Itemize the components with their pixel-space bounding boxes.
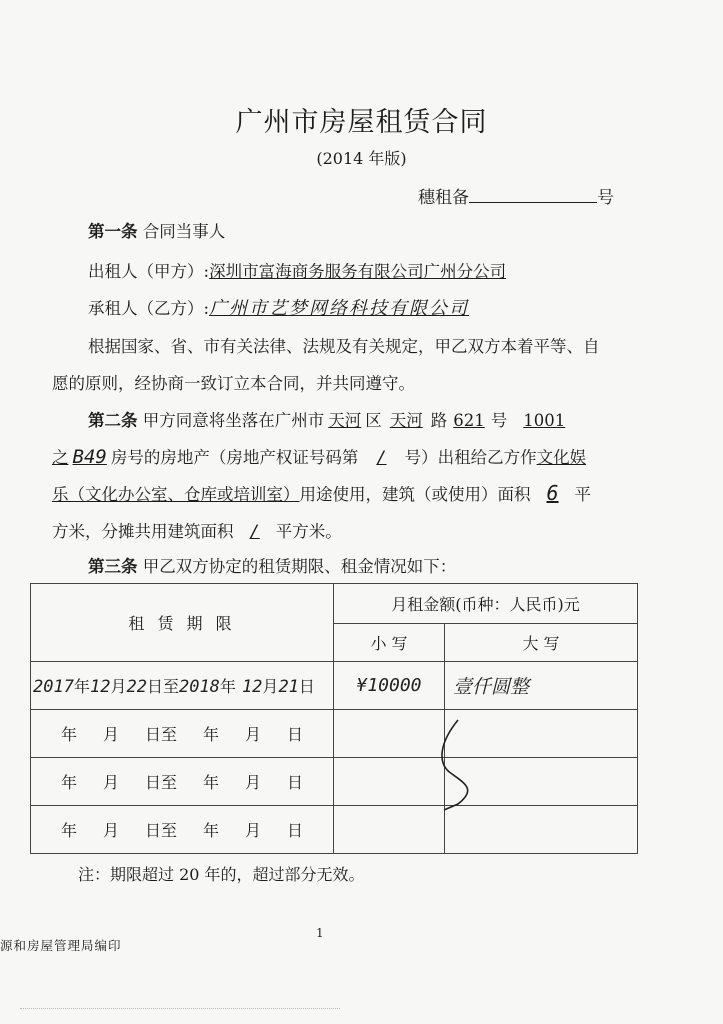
- page-number: 1: [316, 926, 324, 940]
- preamble-line-1: 根据国家、省、市有关法律、法规及有关规定，甲乙双方本着平等、自: [88, 337, 600, 356]
- use-value-part-2: 乐（文化办公室、仓库或培训室）: [52, 485, 300, 504]
- scan-artifact-line: [20, 1008, 340, 1013]
- document-title: 广州市房屋租赁合同: [235, 107, 488, 138]
- filing-prefix: 穗租备: [418, 188, 469, 208]
- article-3-heading: 第三条: [88, 557, 138, 576]
- table-row: [31, 806, 638, 854]
- article-2-text-g: 号）出租给乙方作: [404, 448, 537, 467]
- small-amount-cell: ¥10000: [334, 662, 445, 710]
- filing-number-blank: [469, 187, 597, 203]
- end-month: 12: [241, 677, 263, 697]
- table-row: [31, 710, 638, 758]
- lease-terms-table: [30, 583, 638, 854]
- article-2-line-1: [88, 407, 569, 431]
- article-3-text: 甲乙双方协定的租赁期限、租金情况如下：: [142, 557, 457, 576]
- article-1-text: 合同当事人: [142, 222, 226, 241]
- period-cell: 年 月 日至 年 月 日: [31, 710, 334, 758]
- article-2-text-f: 房号的房地产（房地产权证号码第: [110, 448, 359, 467]
- lessee-label: 承租人（乙方）:: [88, 299, 210, 318]
- period-cell: 年 月 日至 年 月 日: [31, 758, 334, 806]
- article-2-text-a: 甲方同意将坐落在广州市: [142, 411, 325, 430]
- article-2-text-e: 之: [52, 448, 69, 467]
- use-value-part-1: 文化娱: [536, 448, 587, 467]
- start-day: 22: [126, 677, 147, 697]
- start-year: 2017: [33, 677, 74, 697]
- edition-label: (2014 年版): [316, 149, 407, 168]
- room-value: 1001: [523, 411, 566, 430]
- article-3: [88, 553, 456, 577]
- article-2-text-c: 路: [430, 411, 448, 430]
- article-2-line-3: [52, 481, 591, 505]
- table-row: [31, 662, 638, 710]
- lessor-row: [88, 258, 520, 282]
- period-header: 租 赁 期 限: [31, 584, 334, 662]
- article-2-text-j: 方米，分摊共用建筑面积: [52, 522, 234, 541]
- filing-suffix: 号: [597, 188, 614, 208]
- big-amount-header: 大 写: [445, 624, 638, 662]
- article-2-line-4: [52, 518, 342, 542]
- article-2-line-2: [52, 444, 586, 468]
- area-value: 6: [546, 481, 559, 505]
- lessee-row: [88, 294, 473, 320]
- table-row: [31, 758, 638, 806]
- publisher-footer: 源和房屋管理局编印: [0, 938, 122, 953]
- lessee-name: 广州市艺梦网络科技有限公司: [209, 298, 470, 319]
- article-1-heading: 第一条: [88, 222, 138, 241]
- article-2-text-d: 号: [490, 411, 508, 430]
- small-amount-header: 小 写: [334, 624, 445, 662]
- article-2-heading: 第二条: [88, 411, 138, 430]
- big-amount-cell: 壹仟圆整: [445, 662, 638, 710]
- unit-value: B49: [72, 446, 107, 468]
- article-1: [88, 218, 225, 242]
- small-amount-cell: [334, 806, 445, 854]
- filing-number: [418, 183, 614, 208]
- rent-header: 月租金额(币种：人民币)元: [334, 584, 638, 624]
- street-number-value: 621: [453, 411, 485, 430]
- article-2-text-k: 平方米。: [275, 522, 342, 541]
- period-cell: 2017年12月22日至2018年 12月21日: [31, 662, 334, 710]
- article-2-text-i: 平: [574, 485, 592, 504]
- period-cell: 年 月 日至 年 月 日: [31, 806, 334, 854]
- preamble-line-2: 愿的原则，经协商一致订立本合同，并共同遵守。: [52, 374, 415, 393]
- road-value: 天河: [389, 411, 423, 430]
- shared-area-value: /: [249, 522, 260, 542]
- table-note: 注：期限超过 20 年的，超过部分无效。: [78, 865, 365, 884]
- lessor-label: 出租人（甲方）:: [88, 262, 210, 281]
- certificate-number-value: /: [376, 448, 387, 468]
- lessor-name: 深圳市富海商务服务有限公司广州分公司: [209, 262, 507, 281]
- end-year: 2018: [178, 677, 220, 697]
- big-amount-cell: [445, 806, 638, 854]
- article-2-text-b: 区: [365, 411, 382, 430]
- article-2-text-h: 用途使用，建筑（或使用）面积: [299, 485, 531, 504]
- handwritten-strike-mark: [418, 712, 488, 812]
- end-day: 21: [278, 677, 299, 697]
- start-month: 12: [89, 677, 111, 697]
- district-value: 天河: [328, 411, 362, 430]
